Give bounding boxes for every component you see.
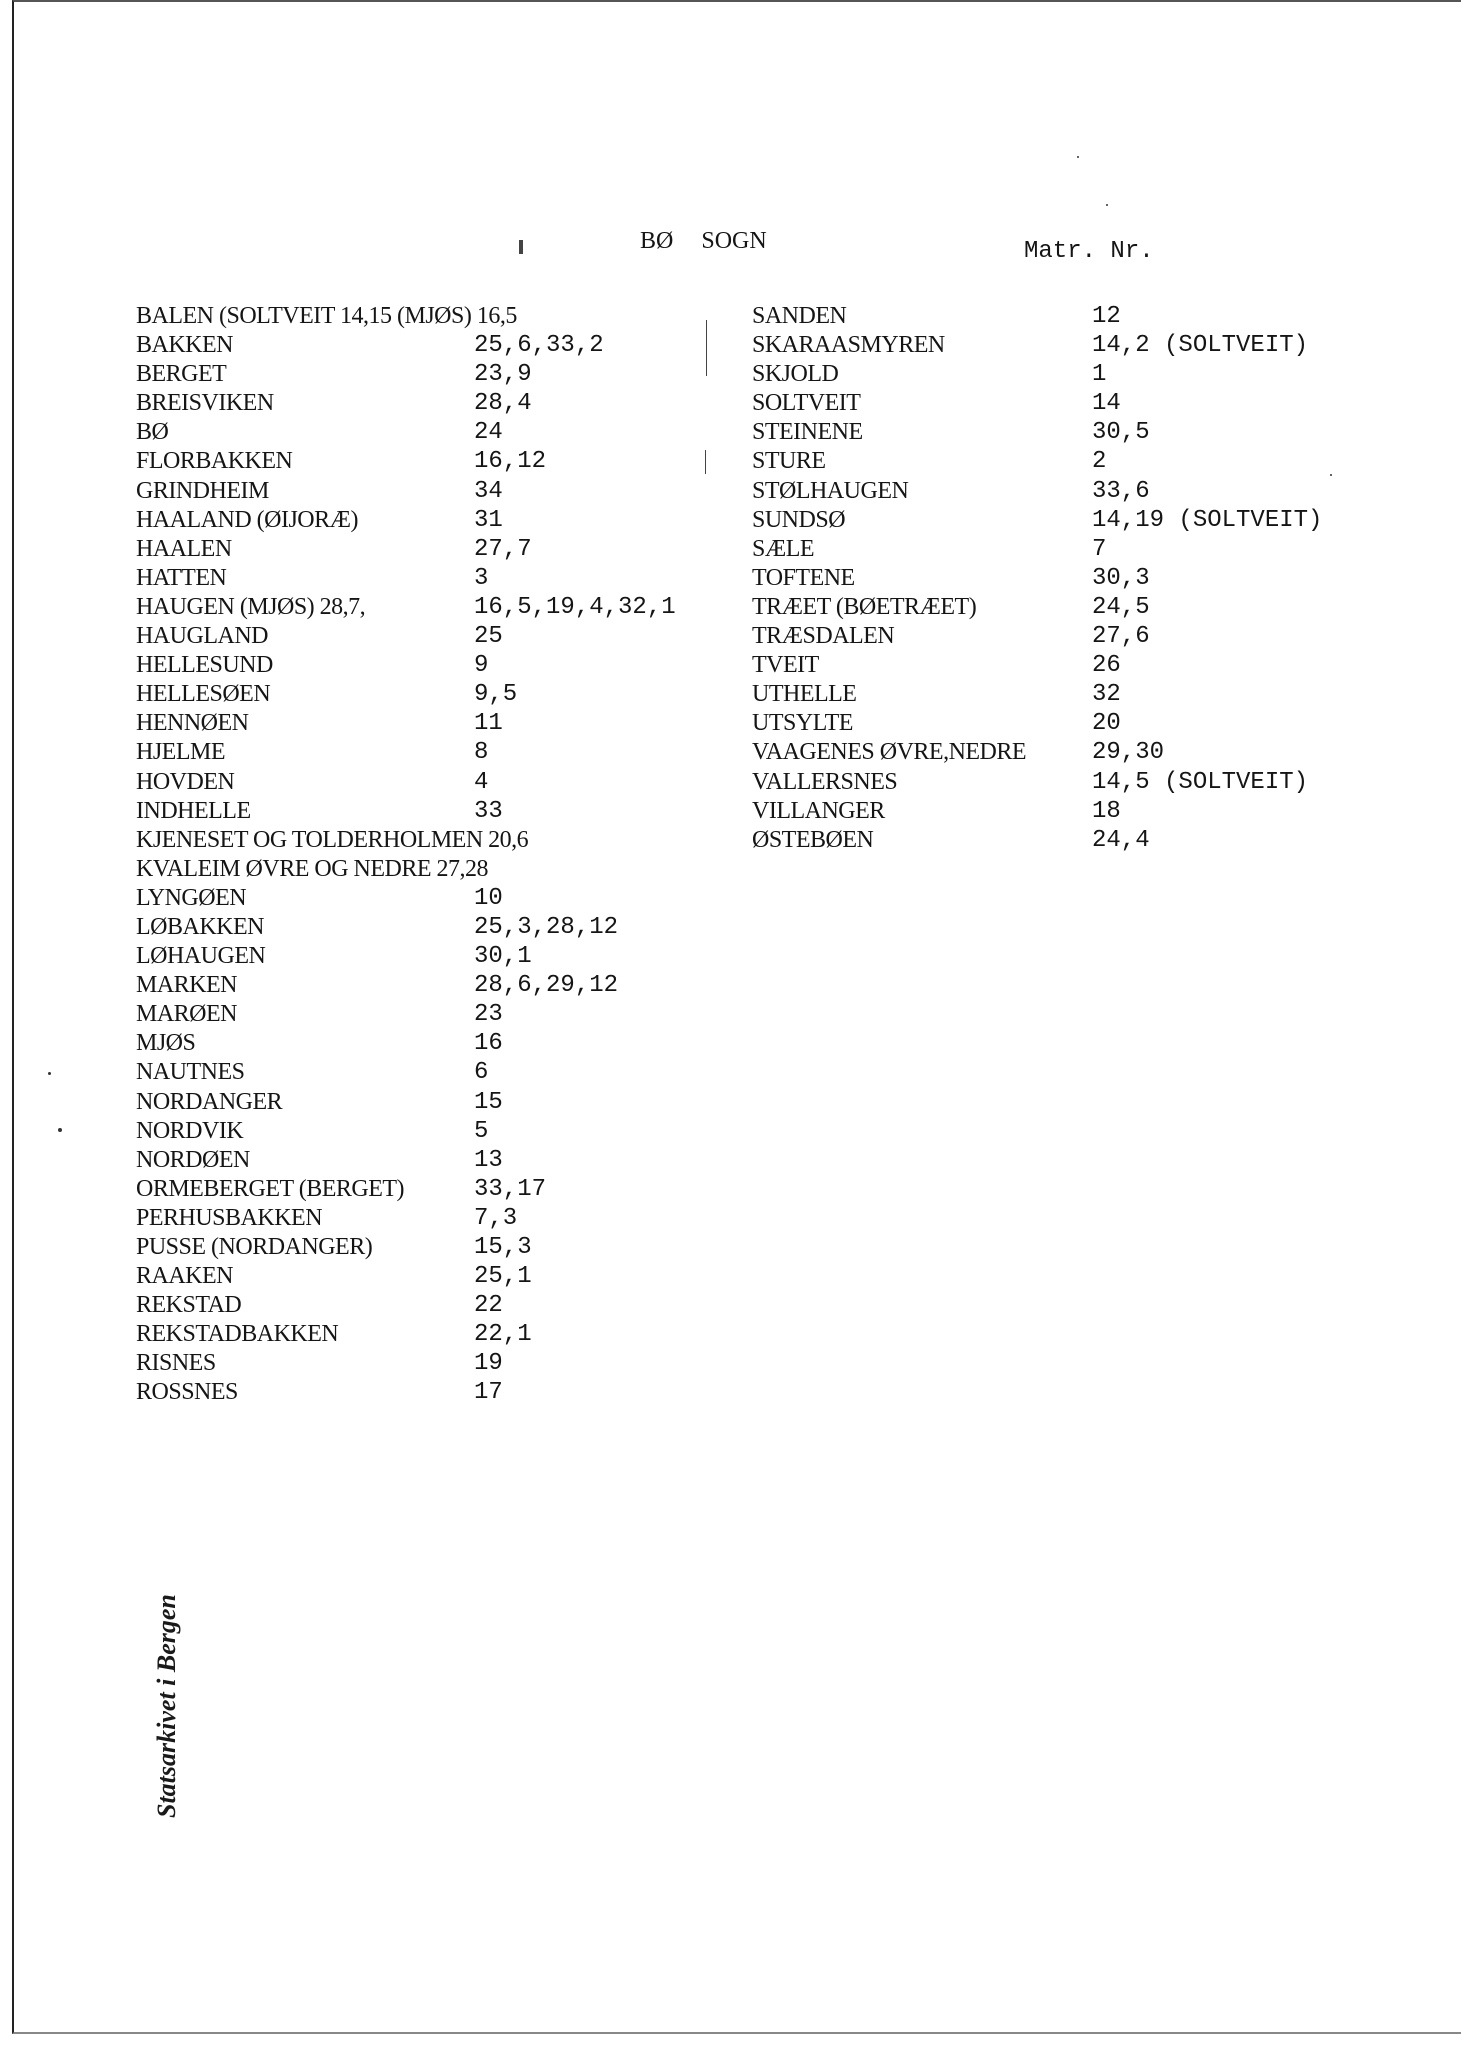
matr-number: 12	[1092, 303, 1121, 330]
matr-number: 8	[474, 739, 489, 767]
list-item	[136, 826, 696, 855]
place-name: FLORBAKKEN	[136, 448, 293, 475]
list-item	[136, 535, 696, 564]
archive-stamp: Statsarkivet i Bergen	[152, 1594, 181, 1818]
list-item	[136, 738, 696, 767]
place-name: NORDØEN	[136, 1146, 250, 1173]
place-name: ØSTEBØEN	[752, 826, 874, 853]
list-item	[752, 680, 1352, 709]
place-name: INDHELLE	[136, 797, 251, 824]
scan-mark	[706, 320, 707, 376]
matr-number: 31	[474, 506, 503, 534]
matr-number: 30,5	[1092, 419, 1150, 447]
left-column	[136, 302, 696, 1408]
list-item	[752, 651, 1352, 680]
list-item	[752, 709, 1352, 738]
scan-speck	[48, 1072, 51, 1075]
place-name: BREISVIKEN	[136, 390, 274, 417]
place-name: MARKEN	[136, 972, 238, 999]
list-item	[136, 1175, 696, 1204]
list-item	[136, 564, 696, 593]
scan-speck	[1330, 474, 1332, 476]
matr-number: 3	[474, 564, 489, 592]
matr-number: 5	[474, 1117, 489, 1145]
place-name: SOLTVEIT	[752, 390, 861, 417]
list-item	[752, 360, 1352, 389]
list-item	[752, 389, 1352, 418]
list-item	[136, 1349, 696, 1378]
list-item	[752, 302, 1352, 331]
place-name: REKSTAD	[136, 1292, 242, 1319]
place-name: HOVDEN	[136, 768, 235, 795]
matr-number: 4	[474, 768, 489, 796]
list-item	[136, 709, 696, 738]
matr-number: 16,12	[474, 448, 547, 476]
place-name: HELLESØEN	[136, 681, 271, 708]
matr-number: 25,3,28,12	[474, 913, 619, 941]
list-item	[136, 1291, 696, 1320]
matr-number: 14,2 (SOLTVEIT)	[1092, 332, 1309, 360]
matr-number: 30,3	[1092, 564, 1150, 592]
place-name: HENNØEN	[136, 710, 249, 737]
list-item	[136, 331, 696, 360]
list-item	[136, 1117, 696, 1146]
list-item	[136, 360, 696, 389]
list-item	[136, 593, 696, 622]
place-name: HJELME	[136, 739, 225, 766]
place-name: VALLERSNES	[752, 768, 898, 795]
matr-number: 14,5 (SOLTVEIT)	[1092, 768, 1309, 796]
scan-mark	[705, 450, 706, 474]
matr-number: 10	[474, 884, 503, 912]
matr-number: 32	[1092, 681, 1121, 709]
list-item	[136, 1204, 696, 1233]
list-item	[752, 738, 1352, 767]
place-name: MJØS	[136, 1030, 196, 1057]
matr-number: 15	[474, 1088, 503, 1116]
matr-number: 9,5	[474, 681, 518, 709]
place-name: RAAKEN	[136, 1263, 233, 1290]
matr-number: 22,1	[474, 1321, 532, 1349]
place-name: MARØEN	[136, 1001, 238, 1028]
place-name: SKJOLD	[752, 361, 839, 388]
place-name: SÆLE	[752, 535, 815, 562]
place-name: RISNES	[136, 1350, 216, 1377]
list-item	[136, 1146, 696, 1175]
place-name: GRINDHEIM	[136, 477, 269, 504]
list-item	[136, 855, 696, 884]
matr-number: 22	[474, 1292, 503, 1320]
list-item	[136, 506, 696, 535]
list-item	[136, 651, 696, 680]
list-item	[136, 971, 696, 1000]
place-name: LYNGØEN	[136, 884, 247, 911]
place-name: HAUGEN (MJØS) 28,7,	[136, 593, 366, 620]
place-name: STEINENE	[752, 419, 863, 446]
list-item	[136, 477, 696, 506]
place-name: TVEIT	[752, 652, 819, 679]
place-name: NORDVIK	[136, 1117, 244, 1144]
matr-number: 2	[1092, 448, 1107, 476]
matr-number: 1	[1092, 361, 1107, 389]
place-name: HAALAND (ØIJORÆ)	[136, 506, 358, 533]
list-item	[136, 1320, 696, 1349]
list-item	[752, 797, 1352, 826]
list-item	[136, 1262, 696, 1291]
place-name: HAUGLAND	[136, 623, 268, 650]
matr-number: 25	[474, 623, 503, 651]
list-item	[136, 797, 696, 826]
matr-number: 7	[1092, 535, 1107, 563]
matr-number: 11	[474, 710, 503, 738]
place-name: SUNDSØ	[752, 506, 846, 533]
matr-number: 27,7	[474, 535, 532, 563]
place-name: SANDEN	[752, 303, 847, 329]
place-name: LØHAUGEN	[136, 943, 266, 970]
place-name: BERGET	[136, 361, 227, 388]
list-item	[136, 680, 696, 709]
list-item	[752, 506, 1352, 535]
place-name: LØBAKKEN	[136, 913, 264, 940]
matr-number: 14	[1092, 390, 1121, 418]
place-name: STØLHAUGEN	[752, 477, 909, 504]
column-label: Matr. Nr.	[1024, 238, 1154, 265]
place-name: ORMEBERGET (BERGET)	[136, 1175, 405, 1202]
scan-speck	[1106, 204, 1108, 206]
scan-mark	[519, 240, 523, 254]
matr-number: 33	[474, 797, 503, 825]
matr-number: 34	[474, 477, 503, 505]
matr-number: 25,1	[474, 1263, 532, 1291]
matr-number: 28,4	[474, 390, 532, 418]
place-name: BØ	[136, 419, 169, 446]
place-name: SKARAASMYREN	[752, 332, 945, 359]
right-column	[752, 302, 1352, 855]
page-title: BØ SOGN	[640, 228, 767, 254]
place-name: UTHELLE	[752, 681, 857, 708]
matr-number: 16,5,19,4,32,1	[474, 593, 676, 621]
list-item	[136, 884, 696, 913]
scan-speck	[1077, 156, 1079, 158]
matr-number: 25,6,33,2	[474, 332, 604, 360]
matr-number: 18	[1092, 797, 1121, 825]
place-name: VILLANGER	[752, 797, 885, 824]
matr-number: 33,17	[474, 1175, 547, 1203]
list-item	[136, 447, 696, 476]
matr-number: 28,6,29,12	[474, 972, 619, 1000]
place-name: NORDANGER	[136, 1088, 283, 1115]
place-name: NAUTNES	[136, 1059, 245, 1086]
list-item	[136, 622, 696, 651]
place-name: TRÆET (BØETRÆET)	[752, 593, 977, 620]
matr-number: 16	[474, 1030, 503, 1058]
place-name: BALEN (SOLTVEIT 14,15 (MJØS) 16,5	[136, 303, 517, 329]
matr-number: 20	[1092, 710, 1121, 738]
place-name: UTSYLTE	[752, 710, 853, 737]
place-name: KVALEIM ØVRE OG NEDRE 27,28	[136, 855, 489, 882]
list-item	[136, 1058, 696, 1087]
list-item	[752, 535, 1352, 564]
matr-number: 23,9	[474, 361, 532, 389]
place-name: BAKKEN	[136, 332, 233, 359]
matr-number: 30,1	[474, 943, 532, 971]
list-item	[752, 447, 1352, 476]
list-item	[136, 1088, 696, 1117]
list-item	[136, 913, 696, 942]
matr-number: 24,5	[1092, 593, 1150, 621]
place-name: HELLESUND	[136, 652, 273, 679]
list-item	[136, 302, 696, 331]
place-name: TOFTENE	[752, 564, 855, 591]
matr-number: 33,6	[1092, 477, 1150, 505]
matr-number: 9	[474, 652, 489, 680]
matr-number: 15,3	[474, 1234, 532, 1261]
list-item	[136, 1000, 696, 1029]
scan-speck	[58, 1128, 62, 1132]
matr-number: 23	[474, 1001, 503, 1029]
list-item	[752, 564, 1352, 593]
matr-number: 24,4	[1092, 826, 1150, 854]
matr-number: 13	[474, 1146, 503, 1174]
list-item	[136, 768, 696, 797]
list-item	[752, 826, 1352, 855]
list-item	[136, 1233, 696, 1262]
place-name: PUSSE (NORDANGER)	[136, 1234, 373, 1260]
place-name: STURE	[752, 448, 826, 475]
matr-number: 14,19 (SOLTVEIT)	[1092, 506, 1323, 534]
place-name: HAALEN	[136, 535, 232, 562]
list-item	[752, 477, 1352, 506]
matr-number: 19	[474, 1350, 503, 1378]
list-item	[752, 768, 1352, 797]
place-name: ROSSNES	[136, 1379, 238, 1406]
list-item	[136, 1029, 696, 1058]
list-item	[136, 418, 696, 447]
matr-number: 27,6	[1092, 623, 1150, 651]
matr-number: 29,30	[1092, 739, 1165, 767]
list-item	[752, 593, 1352, 622]
list-item	[136, 942, 696, 971]
place-name: PERHUSBAKKEN	[136, 1204, 323, 1231]
matr-number: 7,3	[474, 1204, 518, 1232]
list-item	[752, 331, 1352, 360]
place-name: VAAGENES ØVRE,NEDRE	[752, 739, 1027, 766]
place-name: HATTEN	[136, 564, 227, 591]
matr-number: 17	[474, 1379, 503, 1407]
list-item	[136, 389, 696, 418]
list-item	[752, 622, 1352, 651]
list-item	[752, 418, 1352, 447]
matr-number: 26	[1092, 652, 1121, 680]
place-name: KJENESET OG TOLDERHOLMEN 20,6	[136, 826, 529, 853]
list-item	[136, 1378, 696, 1407]
matr-number: 6	[474, 1059, 489, 1087]
matr-number: 24	[474, 419, 503, 447]
place-name: TRÆSDALEN	[752, 623, 895, 650]
place-name: REKSTADBAKKEN	[136, 1321, 339, 1348]
